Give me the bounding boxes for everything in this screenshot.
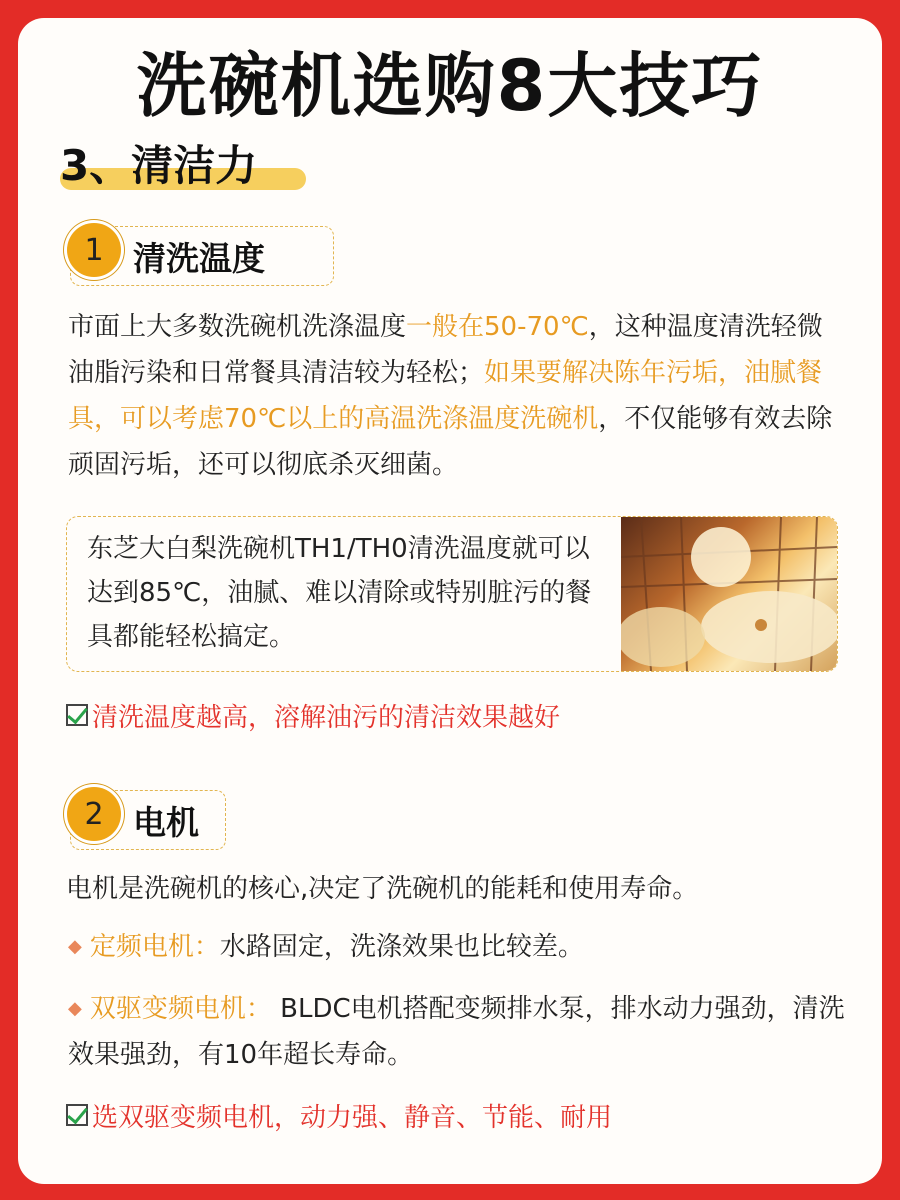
para-text: ，不仅能够有效去除顽固污垢，还可以彻底杀灭细菌。: [68, 404, 833, 480]
product-note-box: [66, 516, 838, 672]
bullet-label: 双驱变频电机：: [89, 994, 272, 1024]
temperature-conclusion: [66, 698, 560, 732]
section-title: 3、清洁力: [60, 141, 258, 190]
motor-intro: 电机是洗碗机的核心,决定了洗碗机的能耗和使用寿命。: [66, 874, 699, 904]
para-highlight: 如果要解决陈年污垢，油腻餐具，可以考虑70℃以上的高温洗涤温度洗碗机: [68, 358, 823, 434]
conclusion-text: 清洗温度越高，溶解油污的清洁效果越好: [92, 702, 561, 733]
subheading-label: 清洗温度: [133, 239, 265, 278]
bullet-text: BLDC电机搭配变频排水泵，排水动力强劲，清洗效果强劲，有10年超长寿命。: [68, 994, 845, 1070]
number-badge: 1: [67, 223, 121, 277]
checkbox-icon: [66, 704, 88, 726]
bullet-fixed-frequency: [68, 924, 848, 970]
bullet-text: 水路固定，洗涤效果也比较差。: [219, 932, 584, 962]
para-text: 市面上大多数洗碗机洗涤温度: [68, 312, 407, 342]
dishwasher-photo: [621, 517, 837, 671]
page-title: 洗碗机选购8大技巧: [136, 45, 764, 127]
diamond-bullet-icon: ◆: [68, 936, 82, 957]
motor-conclusion: [66, 1098, 612, 1132]
checkbox-icon: [66, 1104, 88, 1126]
diamond-bullet-icon: ◆: [68, 998, 82, 1019]
bullet-label: 定频电机：: [89, 932, 220, 962]
para-highlight: 一般在50-70℃: [406, 312, 589, 342]
conclusion-text: 选双驱变频电机，动力强、静音、节能、耐用: [92, 1102, 613, 1133]
subheading-temperature: [70, 226, 334, 286]
para-text: ，这种温度清洗轻微油脂污染和日常餐具清洁较为轻松；: [68, 312, 823, 388]
bullet-dual-inverter: [68, 986, 848, 1078]
subheading-label: 电机: [133, 803, 199, 842]
dishwasher-illustration: [621, 517, 837, 671]
product-note-text: 东芝大白梨洗碗机TH1/TH0清洗温度就可以达到85℃，油腻、难以清除或特别脏污的餐具都能轻松搞定。: [87, 534, 592, 652]
temperature-paragraph: [68, 304, 848, 488]
number-badge: 2: [67, 787, 121, 841]
section-heading: [60, 136, 257, 196]
subheading-motor: [70, 790, 226, 850]
